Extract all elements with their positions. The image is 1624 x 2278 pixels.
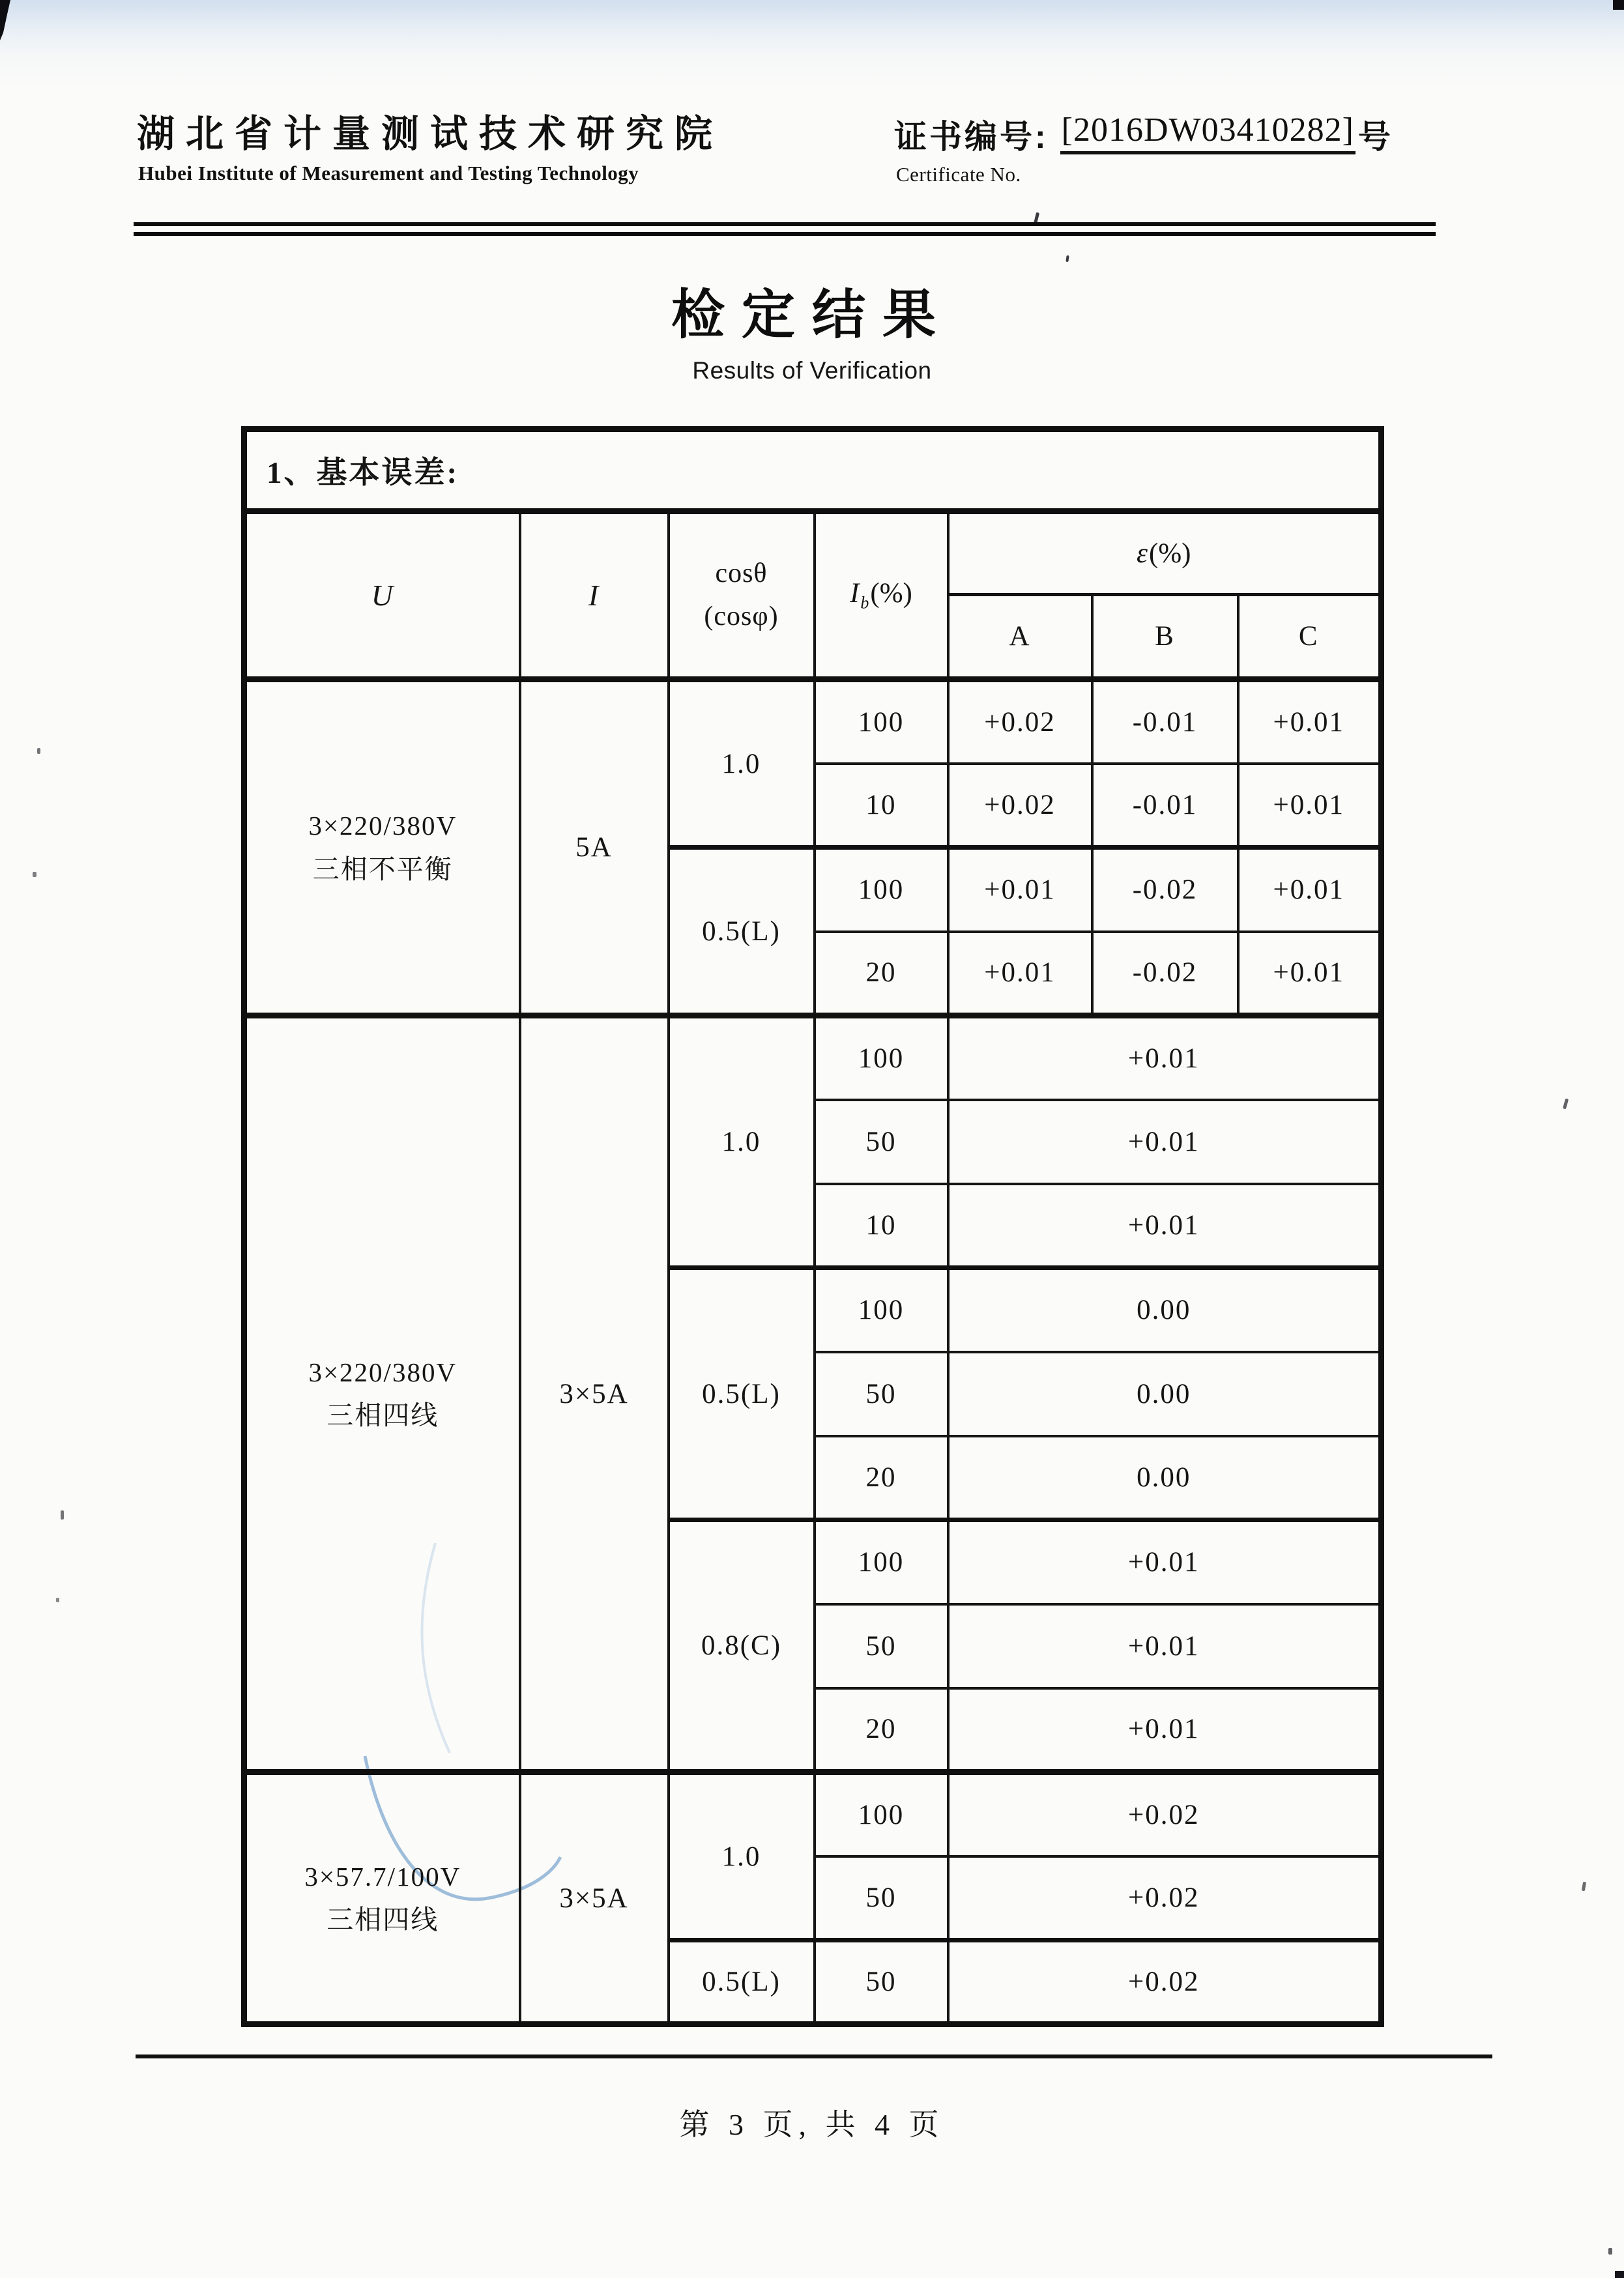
error-abc-cell: +0.02	[948, 1856, 1382, 1940]
scan-speck	[61, 1510, 64, 1520]
basic-error-section-label: 1、基本误差:	[244, 429, 1382, 512]
scan-corner-mark-top-right	[1613, 0, 1624, 10]
cos-cell: 0.5(L)	[669, 1268, 815, 1520]
ib-cell: 50	[815, 1940, 948, 2025]
ib-cell: 20	[815, 1436, 948, 1520]
table-row	[244, 680, 1382, 764]
certificate-number-label: 证书编号:	[894, 119, 1049, 155]
institute-name-cn: 湖北省计量测试技术研究院	[137, 113, 724, 155]
col-header-phase-b: B	[1092, 595, 1238, 680]
ib-cell: 50	[815, 1604, 948, 1688]
i-cell-group2: 3×5A	[520, 1016, 669, 1772]
error-abc-cell: +0.01	[948, 1100, 1382, 1184]
i-cell-group1: 5A	[520, 680, 669, 1016]
header-divider-rule-top	[134, 222, 1436, 226]
scanner-noise-band	[0, 0, 1624, 88]
certificate-number-label-en: Certificate No.	[896, 163, 1021, 186]
error-abc-cell: 0.00	[948, 1352, 1382, 1436]
cos-cell: 1.0	[669, 1016, 815, 1268]
ib-cell: 50	[815, 1352, 948, 1436]
col-header-ib: $I_b(\%)$	[815, 512, 948, 680]
table-row	[244, 1772, 1382, 1856]
u-cell-group3: 3×57.7/100V 三相四线	[244, 1772, 520, 2025]
scan-speck	[1066, 255, 1069, 262]
page-number: 第 3 页, 共 4 页	[679, 2108, 945, 2141]
certificate-number-block	[894, 111, 1391, 158]
ib-cell: 10	[815, 1184, 948, 1268]
verification-results-table	[241, 426, 1384, 2027]
ib-cell: 100	[815, 1268, 948, 1352]
error-a-cell: +0.02	[948, 680, 1092, 764]
error-c-cell: +0.01	[1238, 764, 1382, 848]
error-abc-cell: +0.01	[948, 1604, 1382, 1688]
table-header-row	[244, 512, 1382, 595]
certificate-number-value: [2016DW03410282]	[1060, 111, 1356, 154]
institute-name-en: Hubei Institute of Measurement and Testing Technology	[138, 162, 639, 184]
cos-cell: 1.0	[669, 1772, 815, 1940]
cos-cell: 0.5(L)	[669, 1940, 815, 2025]
error-abc-cell: +0.01	[948, 1688, 1382, 1772]
error-abc-cell: +0.01	[948, 1016, 1382, 1100]
table-row	[244, 1016, 1382, 1100]
ib-cell: 10	[815, 764, 948, 848]
col-header-u: U	[244, 512, 520, 680]
cos-phi-label: (cosφ)	[704, 601, 779, 631]
error-abc-cell: +0.02	[948, 1772, 1382, 1856]
col-header-cos	[669, 512, 815, 680]
error-abc-cell: +0.01	[948, 1184, 1382, 1268]
ib-cell: 100	[815, 1016, 948, 1100]
error-abc-cell: 0.00	[948, 1268, 1382, 1352]
cos-cell: 0.8(C)	[669, 1520, 815, 1772]
error-c-cell: +0.01	[1238, 932, 1382, 1016]
certificate-number-suffix: 号	[1357, 119, 1391, 155]
error-a-cell: +0.02	[948, 764, 1092, 848]
error-b-cell: -0.01	[1092, 764, 1238, 848]
scan-speck	[1608, 2248, 1612, 2255]
scan-speck	[56, 1598, 59, 1602]
error-b-cell: -0.01	[1092, 680, 1238, 764]
table-section-row	[244, 429, 1382, 512]
u-cell-group1: 3×220/380V 三相不平衡	[244, 680, 520, 1016]
error-b-cell: -0.02	[1092, 932, 1238, 1016]
col-header-phase-a: A	[948, 595, 1092, 680]
page-title-cn: 检定结果	[671, 285, 953, 345]
error-a-cell: +0.01	[948, 932, 1092, 1016]
ib-cell: 100	[815, 1772, 948, 1856]
page-title-en: Results of Verification	[692, 357, 932, 384]
header-divider-rule-bottom	[134, 232, 1436, 236]
ib-cell: 20	[815, 932, 948, 1016]
error-abc-cell: +0.02	[948, 1940, 1382, 2025]
scan-corner-mark-bottom-right	[1615, 2271, 1624, 2278]
error-c-cell: +0.01	[1238, 680, 1382, 764]
ib-cell: 50	[815, 1856, 948, 1940]
u-cell-group2: 3×220/380V 三相四线	[244, 1016, 520, 1772]
ib-cell: 20	[815, 1688, 948, 1772]
cos-cell: 0.5(L)	[669, 848, 815, 1016]
scan-speck	[1582, 1882, 1586, 1892]
footer-divider-rule	[136, 2055, 1492, 2058]
col-header-phase-c: C	[1238, 595, 1382, 680]
scan-speck	[33, 872, 36, 877]
ib-cell: 100	[815, 1520, 948, 1604]
error-a-cell: +0.01	[948, 848, 1092, 932]
ib-cell: 50	[815, 1100, 948, 1184]
cos-cell: 1.0	[669, 680, 815, 848]
error-abc-cell: 0.00	[948, 1436, 1382, 1520]
i-cell-group3: 3×5A	[520, 1772, 669, 2025]
error-b-cell: -0.02	[1092, 848, 1238, 932]
scan-speck	[1563, 1099, 1569, 1110]
cos-theta-label: cosθ	[715, 558, 768, 589]
col-header-epsilon: ε(%)	[948, 512, 1382, 595]
scan-speck	[37, 748, 40, 754]
ib-cell: 100	[815, 848, 948, 932]
error-abc-cell: +0.01	[948, 1520, 1382, 1604]
ib-cell: 100	[815, 680, 948, 764]
col-header-i: I	[520, 512, 669, 680]
error-c-cell: +0.01	[1238, 848, 1382, 932]
